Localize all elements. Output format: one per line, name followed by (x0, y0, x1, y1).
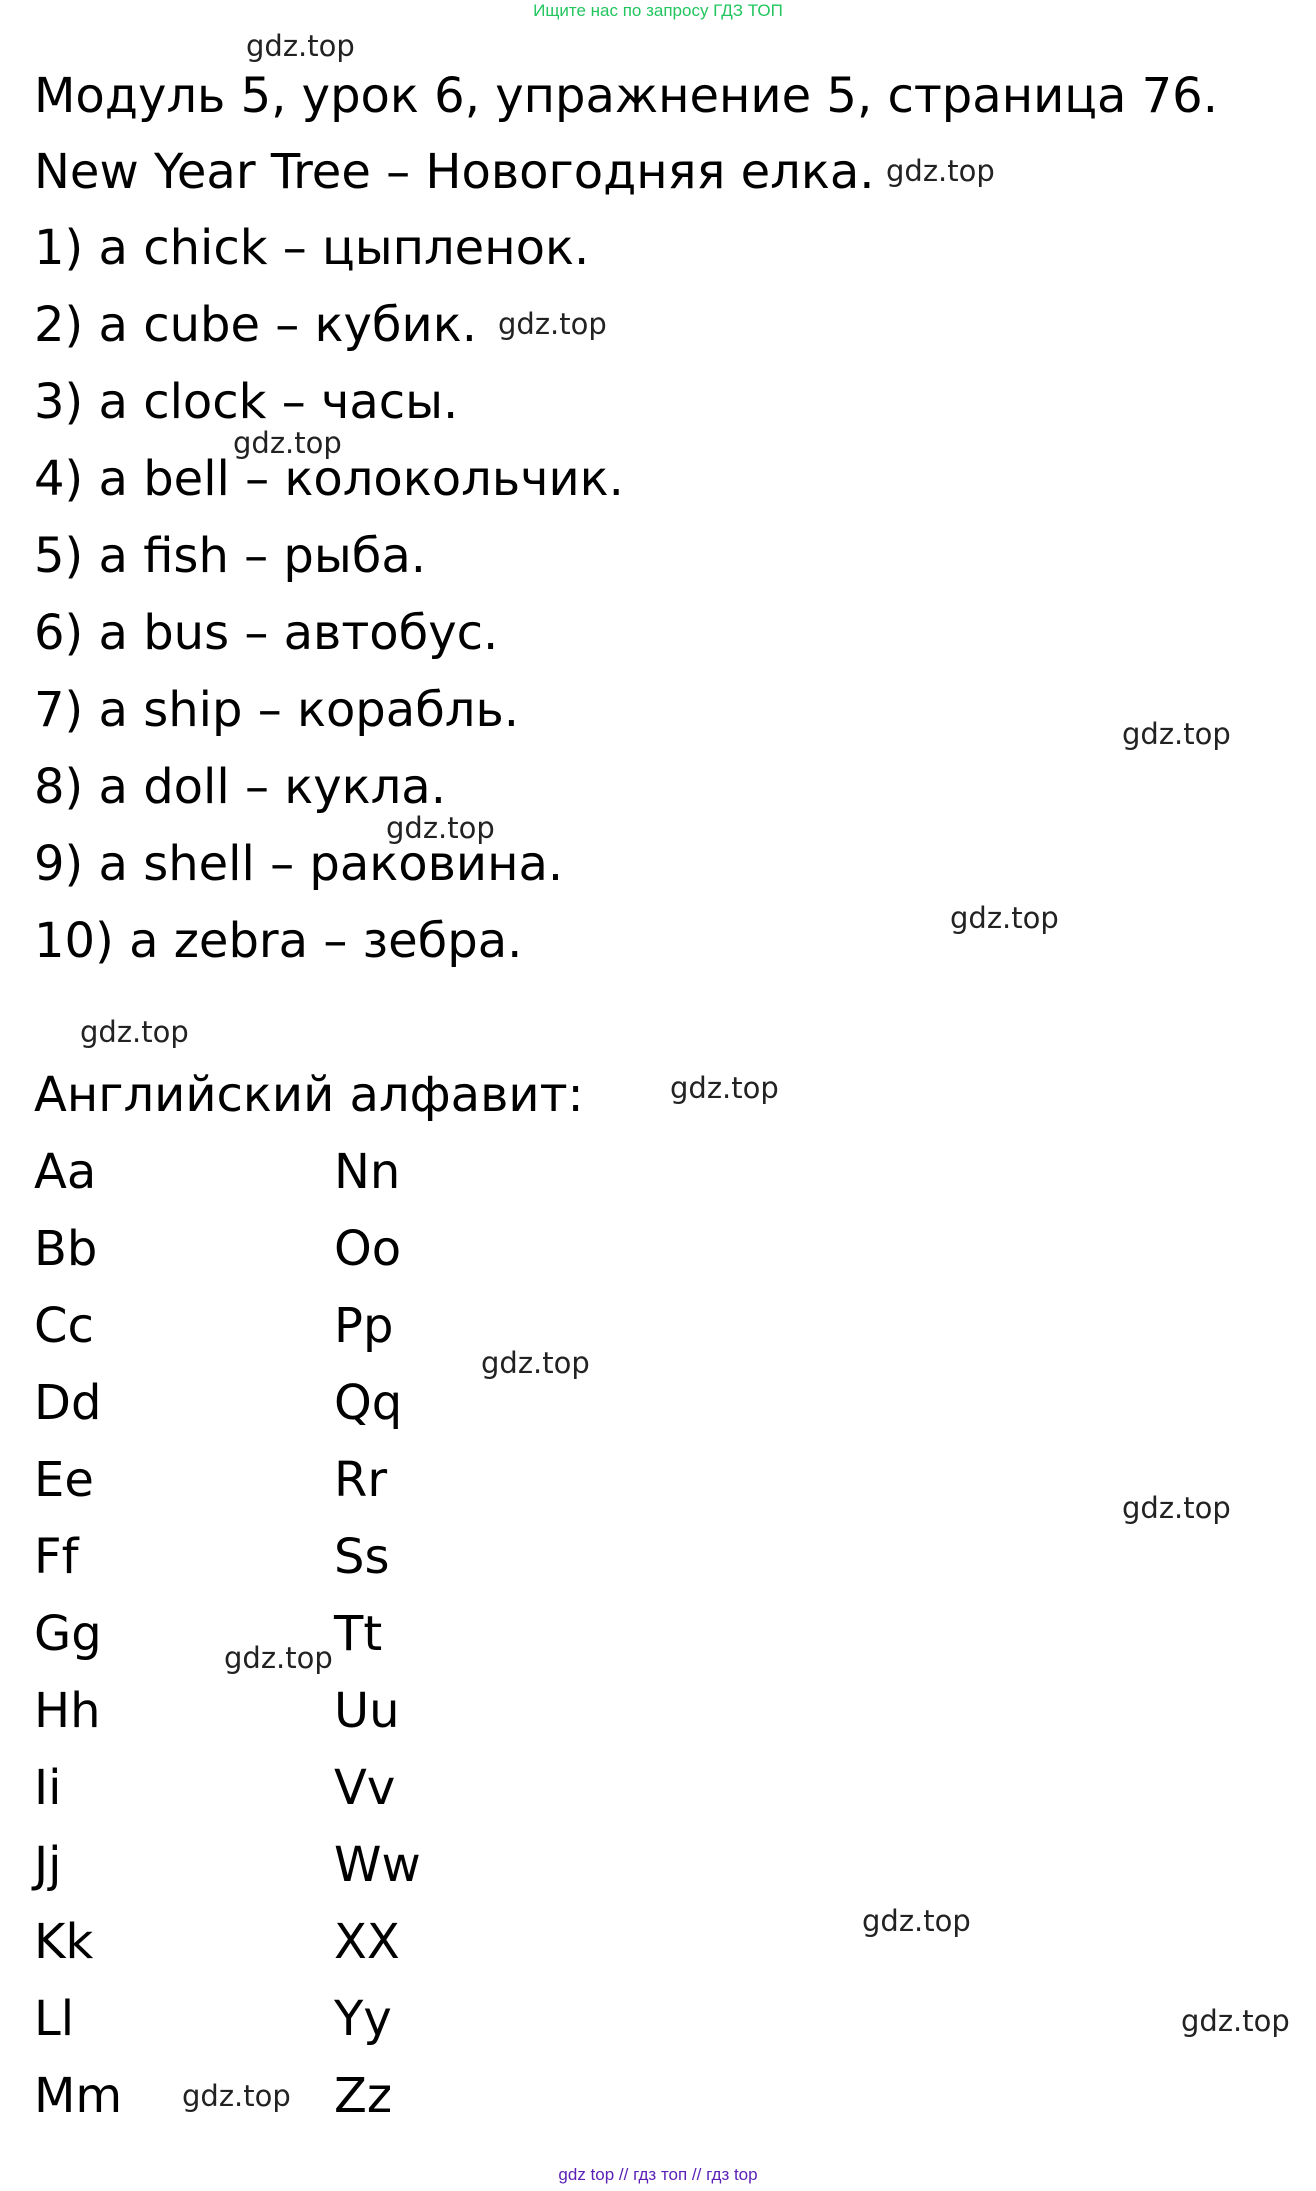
alphabet-letter: Gg (34, 1606, 102, 1662)
watermark: gdz.top (950, 901, 1059, 935)
watermark: gdz.top (481, 1346, 590, 1380)
list-item: 8) a doll – кукла. (34, 759, 446, 815)
page-subtitle: New Year Tree – Новогодняя елка. (34, 144, 875, 200)
alphabet-letter: Tt (334, 1606, 383, 1662)
watermark: gdz.top (886, 154, 995, 188)
watermark: gdz.top (182, 2079, 291, 2113)
watermark: gdz.top (233, 426, 342, 460)
alphabet-letter: Qq (334, 1375, 403, 1431)
footer-links[interactable]: gdz top // гдз топ // гдз top (558, 2165, 758, 2184)
alphabet-letter: Jj (34, 1837, 62, 1893)
alphabet-letter: Oo (334, 1221, 402, 1277)
top-banner-link[interactable]: Ищите нас по запросу ГДЗ ТОП (533, 1, 783, 20)
alphabet-letter: Uu (334, 1683, 400, 1739)
alphabet-letter: Aa (34, 1144, 97, 1200)
alphabet-letter: Yy (334, 1991, 392, 2047)
alphabet-letter: Zz (334, 2068, 393, 2124)
alphabet-letter: Ff (34, 1529, 79, 1585)
list-item: 9) a shell – раковина. (34, 836, 564, 892)
alphabet-letter: Dd (34, 1375, 102, 1431)
list-item: 1) a chick – цыпленок. (34, 220, 590, 276)
watermark: gdz.top (224, 1641, 333, 1675)
alphabet-letter: Ww (334, 1837, 421, 1893)
list-item: 7) a ship – корабль. (34, 682, 520, 738)
watermark: gdz.top (670, 1071, 779, 1105)
alphabet-letter: Hh (34, 1683, 101, 1739)
alphabet-heading: Английский алфавит: (34, 1067, 584, 1123)
watermark: gdz.top (80, 1015, 189, 1049)
list-item: 10) a zebra – зебра. (34, 913, 523, 969)
watermark: gdz.top (1122, 717, 1231, 751)
alphabet-letter: Bb (34, 1221, 98, 1277)
list-item: 4) a bell – колокольчик. (34, 451, 624, 507)
alphabet-letter: Rr (334, 1452, 388, 1508)
alphabet-letter: Ss (334, 1529, 390, 1585)
alphabet-letter: Ee (34, 1452, 94, 1508)
alphabet-letter: Ll (34, 1991, 75, 2047)
list-item: 6) a bus – автобус. (34, 605, 499, 661)
watermark: gdz.top (498, 307, 607, 341)
watermark: gdz.top (246, 29, 355, 63)
alphabet-letter: XX (334, 1914, 400, 1970)
alphabet-letter: Pp (334, 1298, 394, 1354)
page-title: Модуль 5, урок 6, упражнение 5, страница 76. (34, 68, 1218, 124)
alphabet-letter: Cc (34, 1298, 94, 1354)
watermark: gdz.top (862, 1904, 971, 1938)
watermark: gdz.top (1122, 1491, 1231, 1525)
alphabet-letter: Vv (334, 1760, 396, 1816)
watermark: gdz.top (386, 811, 495, 845)
alphabet-letter: Nn (334, 1144, 401, 1200)
list-item: 5) a fish – рыба. (34, 528, 427, 584)
list-item: 3) a clock – часы. (34, 374, 459, 430)
alphabet-letter: Kk (34, 1914, 94, 1970)
alphabet-letter: Mm (34, 2068, 123, 2124)
watermark: gdz.top (1181, 2004, 1290, 2038)
alphabet-letter: Ii (34, 1760, 62, 1816)
list-item: 2) a cube – кубик. (34, 297, 477, 353)
